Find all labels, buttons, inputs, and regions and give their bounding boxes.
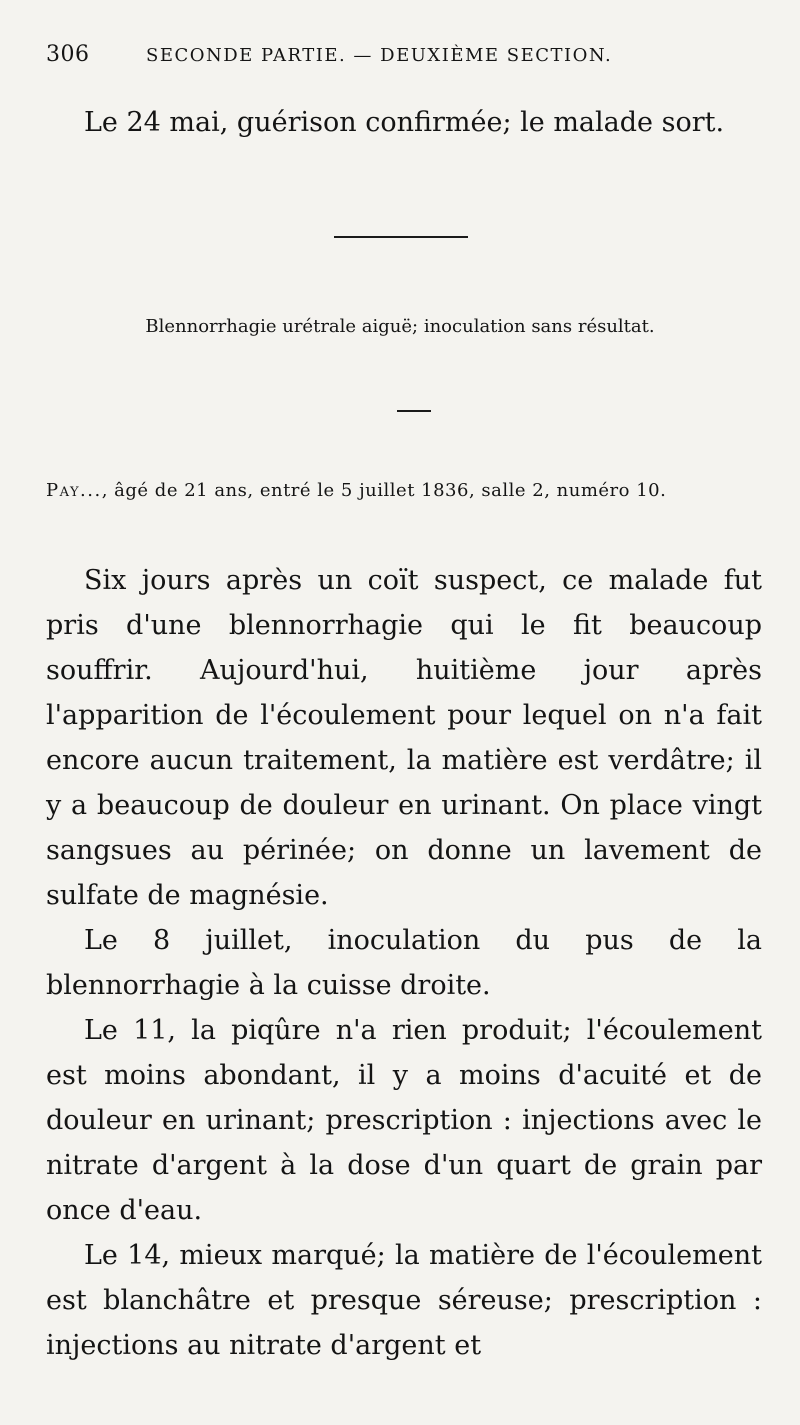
running-title: SECONDE PARTIE. — DEUXIÈME SECTION. (146, 45, 613, 66)
title-underline-rule (397, 410, 431, 412)
body-paragraph-1: Six jours après un coït suspect, ce malade fut pris d'une blennorrhagie qui le fit beaucoup souffrir. Aujourd'hui, huitième jour après l'apparition de l'écoulement pour lequel on n'a fait encore aucun traitement, la matière est verdâtre; il y a beaucoup de douleur en urinant. On place vingt sangsues au périnée; on donne un lavement de sulfate de magnésie. (46, 565, 762, 911)
section-separator-rule (334, 236, 468, 238)
running-header (46, 42, 706, 72)
patient-name: Pay... (46, 480, 102, 501)
body-paragraph-3: Le 11, la piqûre n'a rien produit; l'écoulement est moins abondant, il y a moins d'acuité et de douleur en urinant; prescription : injections avec le nitrate d'argent à la dose d'un quart de grain par once d'eau. (46, 1015, 762, 1226)
case-body (46, 558, 762, 1368)
intro-paragraph-block (46, 100, 762, 145)
intro-paragraph: Le 24 mai, guérison confirmée; le malade sort. (84, 107, 725, 138)
page-number: 306 (46, 42, 90, 67)
case-intro (46, 480, 756, 501)
patient-details: , âgé de 21 ans, entré le 5 juillet 1836, salle 2, numéro 10. (101, 480, 667, 501)
case-title: Blennorrhagie urétrale aiguë; inoculation sans résultat. (145, 316, 655, 337)
body-paragraph-4: Le 14, mieux marqué; la matière de l'écoulement est blanchâtre et presque séreuse; prescription : injections au nitrate d'argent et (46, 1240, 762, 1361)
body-paragraph-2: Le 8 juillet, inoculation du pus de la blennorrhagie à la cuisse droite. (46, 925, 762, 1001)
